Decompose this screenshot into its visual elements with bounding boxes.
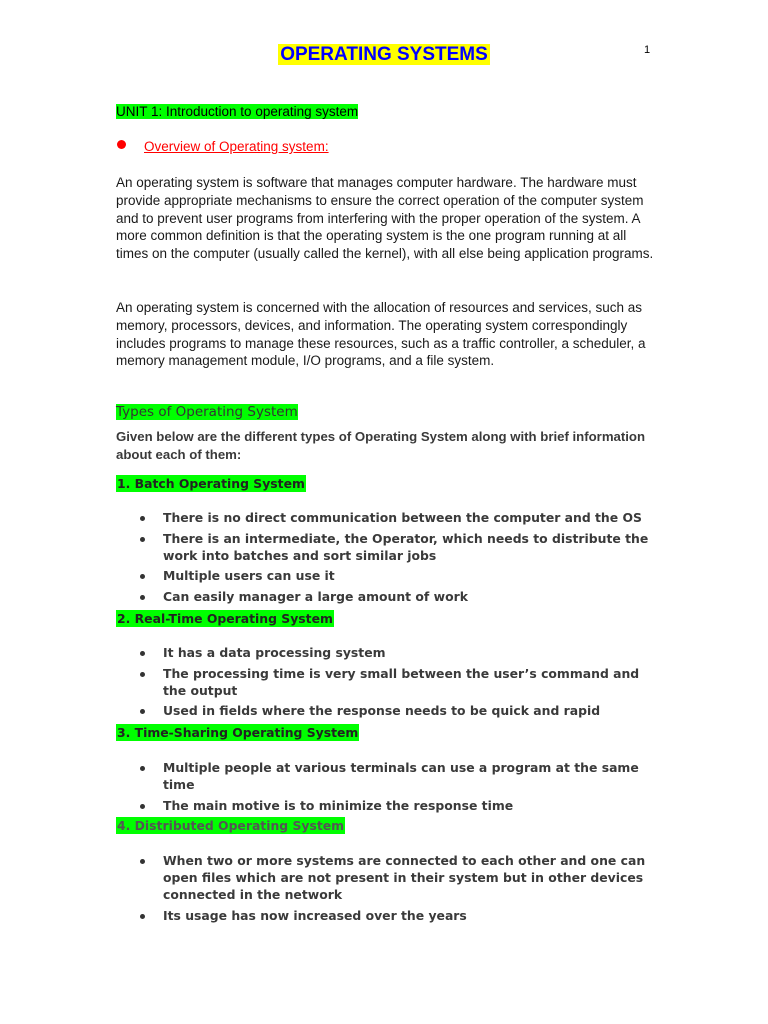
unit-heading-text: UNIT 1: Introduction to operating system: [116, 104, 359, 119]
list-item: [138, 588, 658, 605]
bullet-dot-icon: [140, 537, 145, 542]
list-item: [138, 644, 658, 661]
list-item-text: Multiple people at various terminals can use a program at the same time: [163, 760, 639, 792]
bullet-dot-icon: [117, 140, 126, 149]
list-item: [138, 509, 658, 526]
list-item-text: It has a data processing system: [163, 645, 386, 660]
paragraph-definition: An operating system is software that manages computer hardware. The hardware must provide appropriate mechanisms to ensure the correct operation of the computer system and to prevent user programs from interfering with the proper operation of the system. A more common definition is that the operating system is the one program running at all times on the computer (usually called the kernel), with all else being application programs.: [116, 175, 654, 262]
list-item-text: Its usage has now increased over the years: [163, 907, 467, 923]
section-heading-text: 2. Real-Time Operating System: [117, 611, 333, 626]
section-heading-time-sharing: [116, 724, 359, 742]
list-item-text: There is an intermediate, the Operator, which needs to distribute the work into batches and sort similar jobs: [163, 530, 649, 563]
bullet-dot-icon: [140, 804, 145, 809]
list-item-text: When two or more systems are connected to each other and one can open files which are not present in their system but in other devices connected in the network: [163, 853, 646, 902]
bullet-list-distributed: [138, 852, 658, 927]
types-intro: Given below are the different types of Operating System along with brief information about each of them:: [116, 429, 646, 462]
list-item: [138, 702, 658, 719]
bullet-dot-icon: [140, 651, 145, 656]
list-item: [138, 665, 658, 699]
bullet-dot-icon: [140, 595, 145, 600]
bullet-dot-icon: [140, 516, 145, 521]
page-title: [0, 42, 768, 68]
page-number: 1: [644, 44, 651, 56]
list-item-text: Can easily manager a large amount of work: [163, 588, 468, 604]
overview-heading: Overview of Operating system:: [144, 139, 329, 154]
list-item-text: Multiple users can use it: [163, 568, 335, 583]
section-heading-text: 4. Distributed Operating System: [117, 818, 345, 833]
list-item-text: The main motive is to minimize the response time: [163, 797, 514, 813]
list-item-text: The processing time is very small between the user’s command and the output: [163, 665, 640, 698]
list-item: [138, 797, 658, 814]
bullet-list-time-sharing: [138, 759, 658, 817]
bullet-list-batch: [138, 509, 658, 608]
list-item-text: Used in fields where the response needs to be quick and rapid: [163, 703, 601, 718]
section-heading-text: 3. Time-Sharing Operating System: [117, 725, 359, 740]
bullet-dot-icon: [140, 709, 145, 714]
bullet-dot-icon: [140, 574, 145, 579]
list-item-text: There is no direct communication between the computer and the OS: [163, 510, 642, 525]
page-title-text: OPERATING SYSTEMS: [280, 44, 488, 65]
types-heading: [116, 402, 298, 422]
types-heading-text: Types of Operating System: [116, 404, 298, 420]
bullet-dot-icon: [140, 859, 145, 864]
section-heading-real-time: [116, 610, 334, 628]
list-item: [138, 852, 658, 903]
section-heading-text: 1. Batch Operating System: [117, 476, 305, 491]
bullet-list-real-time: [138, 644, 658, 723]
section-heading-batch: [116, 475, 306, 493]
bullet-dot-icon: [140, 672, 145, 677]
paragraph-resources: An operating system is concerned with the allocation of resources and services, such as memory, processors, devices, and information. The operating system correspondingly includes programs to manage these resources, such as a traffic controller, a scheduler, a memory management module, I/O programs, and a file system.: [116, 300, 646, 369]
bullet-dot-icon: [140, 766, 145, 771]
list-item: [138, 759, 658, 793]
unit-heading: [116, 102, 358, 122]
bullet-dot-icon: [140, 914, 145, 919]
list-item: [138, 567, 658, 584]
list-item: [138, 530, 658, 564]
list-item: [138, 907, 658, 924]
section-heading-distributed: [116, 817, 345, 835]
